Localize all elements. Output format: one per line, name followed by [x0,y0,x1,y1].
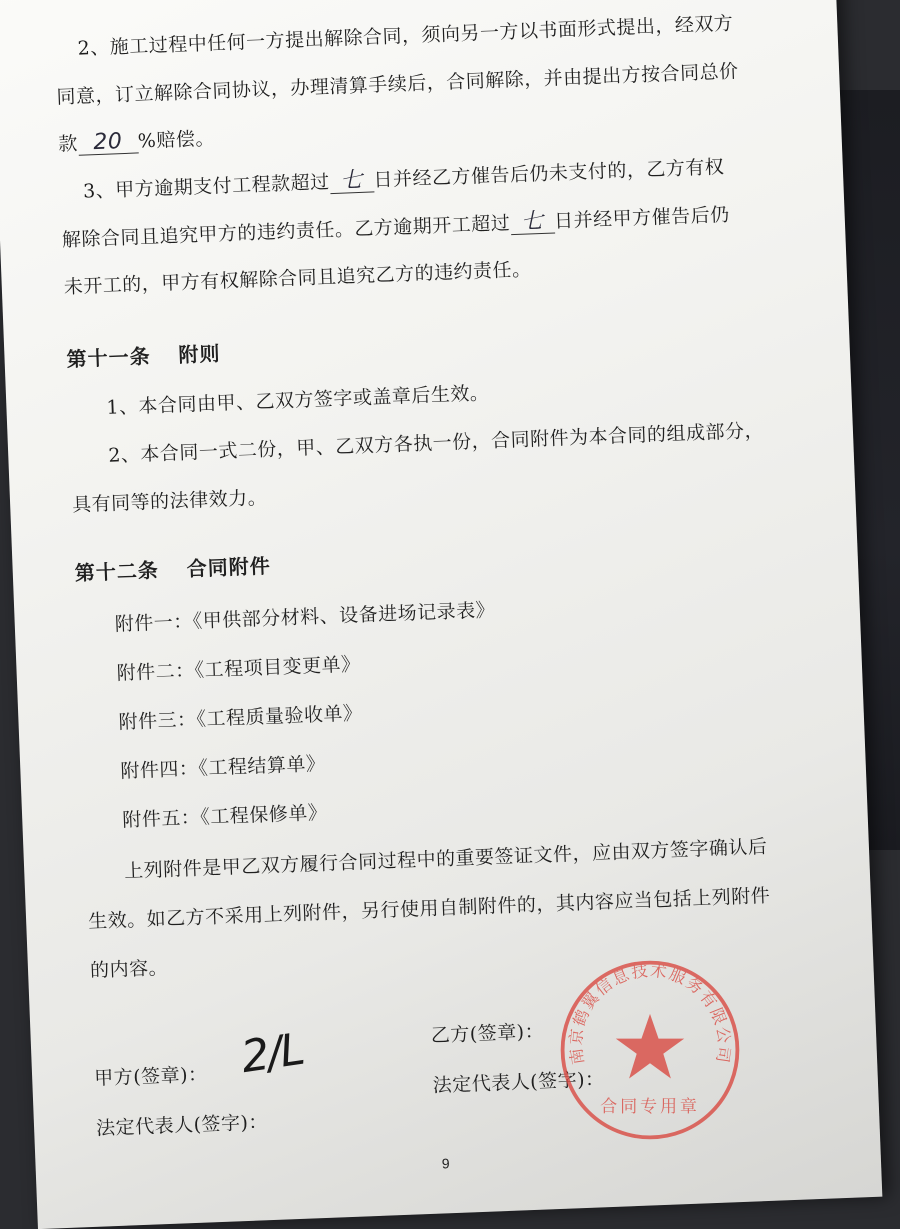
party-a-seal-label: 甲方(签章)： [93,1063,208,1090]
clause10-item3-line3: 未开工的，甲方有权解除合同且追究乙方的违约责任。 [63,258,532,299]
clause11-item1: 1、本合同由甲、乙双方签字或盖章后生效。 [106,382,490,419]
clause10-item2-line3 [58,126,215,156]
clause11-item2-line2: 具有同等的法律效力。 [71,486,268,517]
party-b-representative-label: 法定代表人(签字)： [432,1068,605,1097]
handwritten-days: 七 [329,169,374,194]
clause10-item3-line2 [62,203,730,253]
attachment-item: 附件五：《工程保修单》 [121,801,328,832]
text: %赔偿。 [137,127,216,153]
text: 日并经甲方催告后仍 [553,203,731,233]
star-icon [616,1014,684,1079]
handwritten-days: 七 [510,211,555,236]
heading-title: 附则 [178,341,221,368]
party-b-seal-label: 乙方(签章)： [430,1020,545,1047]
company-seal-stamp [555,955,745,1145]
attachment-item: 附件四：《工程结算单》 [120,752,326,783]
heading-number: 第十一条 [66,344,152,372]
handwritten-penalty-percent: 20 [77,130,138,155]
attachment-item: 附件二：《工程项目变更单》 [116,653,361,685]
page-number: 9 [441,1155,450,1172]
clause12-heading [74,550,271,587]
party-a-representative-label: 法定代表人(签字)： [95,1111,269,1140]
heading-number: 第十二条 [74,557,160,586]
heading-title: 合同附件 [186,553,272,581]
attachment-item: 附件一：《甲供部分材料、设备进场记录表》 [114,599,496,636]
text: 日并经乙方催告后仍未支付的，乙方有权 [373,155,725,192]
attachment-note-line2: 生效。如乙方不采用上列附件，另行使用自制附件的，其内容应当包括上列附件 [87,884,771,933]
clause10-item2-line2: 同意，订立解除合同协议，办理清算手续后，合同解除，并由提出方按合同总价 [56,60,739,109]
stamp-bottom-text: 合同专用章 [600,1096,700,1117]
clause10-item2-line1: 2、施工过程中任何一方提出解除合同，须向另一方以书面形式提出，经双方 [77,12,734,60]
party-a-signature: 2/L [238,1023,307,1084]
clause11-heading [66,337,221,372]
text: 解除合同且追究甲方的违约责任。乙方逾期开工超过 [61,212,511,252]
clause10-item3-line1 [83,155,725,204]
stamp-ring-textpath: 南京鹤翼信息技术服务有限公司 [566,960,734,1066]
attachment-item: 附件三：《工程质量验收单》 [118,702,363,734]
attachment-note-line3: 的内容。 [89,956,169,982]
attachment-note-line1: 上列附件是甲乙双方履行合同过程中的重要签证文件，应由双方签字确认后 [123,835,768,883]
text: 款 [57,132,79,156]
clause11-item2-line1: 2、本合同一式二份，甲、乙双方各执一份，合同附件为本合同的组成部分， [107,419,765,467]
text: 3、甲方逾期支付工程款超过 [82,171,331,203]
